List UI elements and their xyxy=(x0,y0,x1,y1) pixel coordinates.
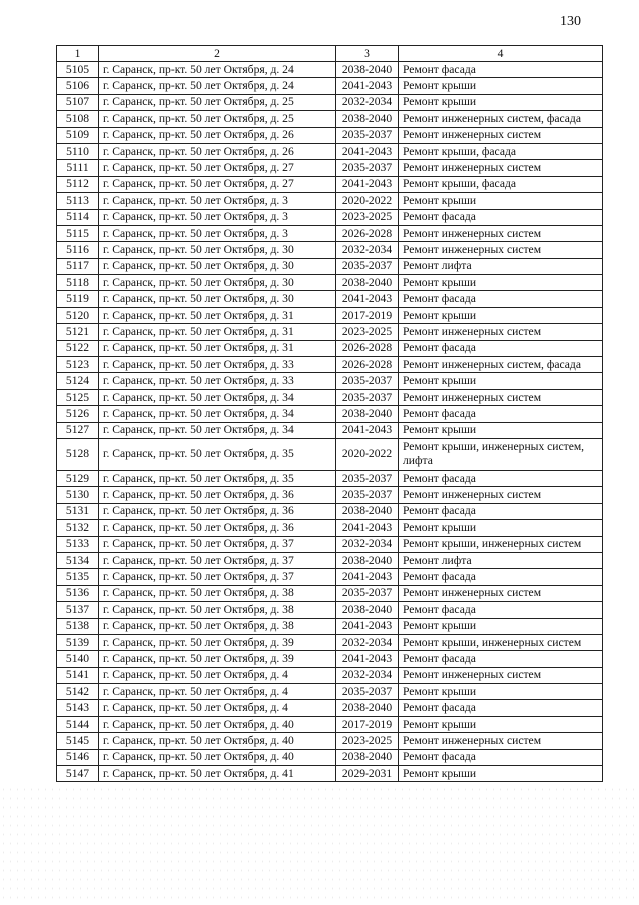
address-cell: г. Саранск, пр-кт. 50 лет Октября, д. 33 xyxy=(99,373,336,389)
row-number: 5106 xyxy=(57,78,99,94)
work-type-cell: Ремонт инженерных систем, фасада xyxy=(399,357,603,373)
period-cell: 2041-2043 xyxy=(336,569,399,585)
row-number: 5138 xyxy=(57,618,99,634)
period-cell: 2026-2028 xyxy=(336,357,399,373)
scan-noise xyxy=(0,785,639,905)
period-cell: 2035-2037 xyxy=(336,258,399,274)
table-row xyxy=(57,291,603,307)
period-cell: 2032-2034 xyxy=(336,242,399,258)
period-cell: 2026-2028 xyxy=(336,340,399,356)
address-cell: г. Саранск, пр-кт. 50 лет Октября, д. 30 xyxy=(99,275,336,291)
period-cell: 2032-2034 xyxy=(336,94,399,110)
row-number: 5122 xyxy=(57,340,99,356)
period-cell: 2017-2019 xyxy=(336,716,399,732)
work-type-cell: Ремонт крыши xyxy=(399,618,603,634)
work-type-cell: Ремонт инженерных систем xyxy=(399,733,603,749)
row-number: 5115 xyxy=(57,225,99,241)
address-cell: г. Саранск, пр-кт. 50 лет Октября, д. 31 xyxy=(99,307,336,323)
row-number: 5142 xyxy=(57,684,99,700)
row-number: 5111 xyxy=(57,160,99,176)
table-row xyxy=(57,94,603,110)
row-number: 5108 xyxy=(57,111,99,127)
work-type-cell: Ремонт фасада xyxy=(399,651,603,667)
repair-schedule-table xyxy=(56,45,603,782)
table-row xyxy=(57,324,603,340)
address-cell: г. Саранск, пр-кт. 50 лет Октября, д. 35 xyxy=(99,470,336,486)
address-cell: г. Саранск, пр-кт. 50 лет Октября, д. 34 xyxy=(99,422,336,438)
work-type-cell: Ремонт фасада xyxy=(399,406,603,422)
table-row xyxy=(57,503,603,519)
row-number: 5126 xyxy=(57,406,99,422)
period-cell: 2035-2037 xyxy=(336,487,399,503)
table-row xyxy=(57,307,603,323)
table-row xyxy=(57,618,603,634)
work-type-cell: Ремонт инженерных систем xyxy=(399,487,603,503)
period-cell: 2032-2034 xyxy=(336,634,399,650)
table-row xyxy=(57,634,603,650)
table-row xyxy=(57,143,603,159)
period-cell: 2041-2043 xyxy=(336,422,399,438)
row-number: 5110 xyxy=(57,143,99,159)
address-cell: г. Саранск, пр-кт. 50 лет Октября, д. 37 xyxy=(99,569,336,585)
work-type-cell: Ремонт фасада xyxy=(399,700,603,716)
table-row xyxy=(57,373,603,389)
period-cell: 2035-2037 xyxy=(336,160,399,176)
address-cell: г. Саранск, пр-кт. 50 лет Октября, д. 4 xyxy=(99,700,336,716)
table-row xyxy=(57,470,603,486)
address-cell: г. Саранск, пр-кт. 50 лет Октября, д. 40 xyxy=(99,749,336,765)
row-number: 5105 xyxy=(57,62,99,78)
period-cell: 2023-2025 xyxy=(336,209,399,225)
work-type-cell: Ремонт инженерных систем xyxy=(399,225,603,241)
row-number: 5143 xyxy=(57,700,99,716)
table-row xyxy=(57,275,603,291)
table-row xyxy=(57,585,603,601)
period-cell: 2041-2043 xyxy=(336,291,399,307)
address-cell: г. Саранск, пр-кт. 50 лет Октября, д. 24 xyxy=(99,62,336,78)
address-cell: г. Саранск, пр-кт. 50 лет Октября, д. 31 xyxy=(99,340,336,356)
table-row xyxy=(57,552,603,568)
row-number: 5112 xyxy=(57,176,99,192)
work-type-cell: Ремонт крыши xyxy=(399,373,603,389)
row-number: 5119 xyxy=(57,291,99,307)
header-col-3: 3 xyxy=(336,46,399,62)
table-row xyxy=(57,716,603,732)
address-cell: г. Саранск, пр-кт. 50 лет Октября, д. 26 xyxy=(99,127,336,143)
header-col-1: 1 xyxy=(57,46,99,62)
period-cell: 2038-2040 xyxy=(336,275,399,291)
table-row xyxy=(57,193,603,209)
period-cell: 2041-2043 xyxy=(336,143,399,159)
row-number: 5145 xyxy=(57,733,99,749)
address-cell: г. Саранск, пр-кт. 50 лет Октября, д. 27 xyxy=(99,176,336,192)
table-row xyxy=(57,700,603,716)
address-cell: г. Саранск, пр-кт. 50 лет Октября, д. 4 xyxy=(99,667,336,683)
row-number: 5116 xyxy=(57,242,99,258)
address-cell: г. Саранск, пр-кт. 50 лет Октября, д. 3 xyxy=(99,225,336,241)
table-row xyxy=(57,733,603,749)
work-type-cell: Ремонт инженерных систем xyxy=(399,127,603,143)
period-cell: 2038-2040 xyxy=(336,749,399,765)
period-cell: 2029-2031 xyxy=(336,766,399,782)
address-cell: г. Саранск, пр-кт. 50 лет Октября, д. 40 xyxy=(99,716,336,732)
period-cell: 2020-2022 xyxy=(336,438,399,470)
address-cell: г. Саранск, пр-кт. 50 лет Октября, д. 3 xyxy=(99,193,336,209)
address-cell: г. Саранск, пр-кт. 50 лет Октября, д. 41 xyxy=(99,766,336,782)
period-cell: 2035-2037 xyxy=(336,585,399,601)
address-cell: г. Саранск, пр-кт. 50 лет Октября, д. 4 xyxy=(99,684,336,700)
address-cell: г. Саранск, пр-кт. 50 лет Октября, д. 26 xyxy=(99,143,336,159)
work-type-cell: Ремонт инженерных систем xyxy=(399,242,603,258)
period-cell: 2035-2037 xyxy=(336,684,399,700)
address-cell: г. Саранск, пр-кт. 50 лет Октября, д. 36 xyxy=(99,503,336,519)
address-cell: г. Саранск, пр-кт. 50 лет Октября, д. 24 xyxy=(99,78,336,94)
work-type-cell: Ремонт фасада xyxy=(399,749,603,765)
work-type-cell: Ремонт крыши, фасада xyxy=(399,143,603,159)
period-cell: 2035-2037 xyxy=(336,127,399,143)
row-number: 5125 xyxy=(57,389,99,405)
address-cell: г. Саранск, пр-кт. 50 лет Октября, д. 39 xyxy=(99,634,336,650)
period-cell: 2041-2043 xyxy=(336,78,399,94)
address-cell: г. Саранск, пр-кт. 50 лет Октября, д. 36 xyxy=(99,487,336,503)
table-row xyxy=(57,258,603,274)
row-number: 5107 xyxy=(57,94,99,110)
period-cell: 2020-2022 xyxy=(336,193,399,209)
work-type-cell: Ремонт крыши xyxy=(399,422,603,438)
period-cell: 2038-2040 xyxy=(336,406,399,422)
address-cell: г. Саранск, пр-кт. 50 лет Октября, д. 27 xyxy=(99,160,336,176)
address-cell: г. Саранск, пр-кт. 50 лет Октября, д. 30 xyxy=(99,291,336,307)
table-row xyxy=(57,667,603,683)
table-row xyxy=(57,651,603,667)
row-number: 5120 xyxy=(57,307,99,323)
address-cell: г. Саранск, пр-кт. 50 лет Октября, д. 33 xyxy=(99,357,336,373)
row-number: 5136 xyxy=(57,585,99,601)
address-cell: г. Саранск, пр-кт. 50 лет Октября, д. 37 xyxy=(99,536,336,552)
table-row xyxy=(57,62,603,78)
address-cell: г. Саранск, пр-кт. 50 лет Октября, д. 34 xyxy=(99,406,336,422)
work-type-cell: Ремонт лифта xyxy=(399,258,603,274)
row-number: 5117 xyxy=(57,258,99,274)
period-cell: 2017-2019 xyxy=(336,307,399,323)
address-cell: г. Саранск, пр-кт. 50 лет Октября, д. 38 xyxy=(99,602,336,618)
table-body xyxy=(57,62,603,782)
work-type-cell: Ремонт фасада xyxy=(399,291,603,307)
row-number: 5121 xyxy=(57,324,99,340)
work-type-cell: Ремонт фасада xyxy=(399,470,603,486)
table-row xyxy=(57,225,603,241)
row-number: 5129 xyxy=(57,470,99,486)
period-cell: 2032-2034 xyxy=(336,536,399,552)
table-header-row xyxy=(57,46,603,62)
table-row xyxy=(57,536,603,552)
row-number: 5128 xyxy=(57,438,99,470)
period-cell: 2026-2028 xyxy=(336,225,399,241)
period-cell: 2032-2034 xyxy=(336,667,399,683)
work-type-cell: Ремонт крыши, фасада xyxy=(399,176,603,192)
table-row xyxy=(57,340,603,356)
period-cell: 2038-2040 xyxy=(336,503,399,519)
row-number: 5133 xyxy=(57,536,99,552)
work-type-cell: Ремонт фасада xyxy=(399,62,603,78)
row-number: 5132 xyxy=(57,520,99,536)
work-type-cell: Ремонт инженерных систем xyxy=(399,389,603,405)
row-number: 5109 xyxy=(57,127,99,143)
table-row xyxy=(57,684,603,700)
work-type-cell: Ремонт крыши, инженерных систем xyxy=(399,634,603,650)
work-type-cell: Ремонт фасада xyxy=(399,209,603,225)
row-number: 5141 xyxy=(57,667,99,683)
work-type-cell: Ремонт крыши xyxy=(399,520,603,536)
row-number: 5113 xyxy=(57,193,99,209)
row-number: 5140 xyxy=(57,651,99,667)
work-type-cell: Ремонт крыши xyxy=(399,684,603,700)
row-number: 5146 xyxy=(57,749,99,765)
period-cell: 2035-2037 xyxy=(336,373,399,389)
work-type-cell: Ремонт крыши xyxy=(399,193,603,209)
work-type-cell: Ремонт фасада xyxy=(399,340,603,356)
table-row xyxy=(57,406,603,422)
address-cell: г. Саранск, пр-кт. 50 лет Октября, д. 40 xyxy=(99,733,336,749)
period-cell: 2041-2043 xyxy=(336,618,399,634)
page-number: 130 xyxy=(560,14,581,29)
table-row xyxy=(57,78,603,94)
period-cell: 2023-2025 xyxy=(336,324,399,340)
address-cell: г. Саранск, пр-кт. 50 лет Октября, д. 37 xyxy=(99,552,336,568)
header-col-4: 4 xyxy=(399,46,603,62)
period-cell: 2035-2037 xyxy=(336,389,399,405)
work-type-cell: Ремонт инженерных систем, фасада xyxy=(399,111,603,127)
table-row xyxy=(57,176,603,192)
work-type-cell: Ремонт крыши, инженерных систем, лифта xyxy=(399,438,603,470)
work-type-cell: Ремонт крыши xyxy=(399,78,603,94)
address-cell: г. Саранск, пр-кт. 50 лет Октября, д. 38 xyxy=(99,618,336,634)
table-row xyxy=(57,602,603,618)
table-row xyxy=(57,357,603,373)
address-cell: г. Саранск, пр-кт. 50 лет Октября, д. 34 xyxy=(99,389,336,405)
row-number: 5131 xyxy=(57,503,99,519)
work-type-cell: Ремонт крыши, инженерных систем xyxy=(399,536,603,552)
work-type-cell: Ремонт лифта xyxy=(399,552,603,568)
work-type-cell: Ремонт фасада xyxy=(399,503,603,519)
row-number: 5139 xyxy=(57,634,99,650)
table-row xyxy=(57,520,603,536)
address-cell: г. Саранск, пр-кт. 50 лет Октября, д. 35 xyxy=(99,438,336,470)
work-type-cell: Ремонт крыши xyxy=(399,766,603,782)
table-row xyxy=(57,569,603,585)
work-type-cell: Ремонт инженерных систем xyxy=(399,667,603,683)
table-row xyxy=(57,111,603,127)
table-row xyxy=(57,242,603,258)
work-type-cell: Ремонт крыши xyxy=(399,275,603,291)
work-type-cell: Ремонт инженерных систем xyxy=(399,160,603,176)
address-cell: г. Саранск, пр-кт. 50 лет Октября, д. 3 xyxy=(99,209,336,225)
address-cell: г. Саранск, пр-кт. 50 лет Октября, д. 25 xyxy=(99,94,336,110)
period-cell: 2023-2025 xyxy=(336,733,399,749)
row-number: 5135 xyxy=(57,569,99,585)
period-cell: 2038-2040 xyxy=(336,552,399,568)
table-row xyxy=(57,749,603,765)
row-number: 5134 xyxy=(57,552,99,568)
address-cell: г. Саранск, пр-кт. 50 лет Октября, д. 39 xyxy=(99,651,336,667)
row-number: 5114 xyxy=(57,209,99,225)
row-number: 5144 xyxy=(57,716,99,732)
work-type-cell: Ремонт инженерных систем xyxy=(399,324,603,340)
address-cell: г. Саранск, пр-кт. 50 лет Октября, д. 38 xyxy=(99,585,336,601)
period-cell: 2038-2040 xyxy=(336,700,399,716)
period-cell: 2041-2043 xyxy=(336,651,399,667)
period-cell: 2038-2040 xyxy=(336,62,399,78)
address-cell: г. Саранск, пр-кт. 50 лет Октября, д. 30 xyxy=(99,258,336,274)
address-cell: г. Саранск, пр-кт. 50 лет Октября, д. 36 xyxy=(99,520,336,536)
table-row xyxy=(57,389,603,405)
row-number: 5123 xyxy=(57,357,99,373)
row-number: 5118 xyxy=(57,275,99,291)
work-type-cell: Ремонт крыши xyxy=(399,716,603,732)
period-cell: 2038-2040 xyxy=(336,111,399,127)
table-row xyxy=(57,209,603,225)
table-row xyxy=(57,127,603,143)
address-cell: г. Саранск, пр-кт. 50 лет Октября, д. 31 xyxy=(99,324,336,340)
work-type-cell: Ремонт крыши xyxy=(399,307,603,323)
table-row xyxy=(57,487,603,503)
work-type-cell: Ремонт инженерных систем xyxy=(399,585,603,601)
period-cell: 2041-2043 xyxy=(336,520,399,536)
address-cell: г. Саранск, пр-кт. 50 лет Октября, д. 25 xyxy=(99,111,336,127)
header-col-2: 2 xyxy=(99,46,336,62)
row-number: 5124 xyxy=(57,373,99,389)
row-number: 5127 xyxy=(57,422,99,438)
work-type-cell: Ремонт фасада xyxy=(399,602,603,618)
table-row xyxy=(57,422,603,438)
row-number: 5137 xyxy=(57,602,99,618)
work-type-cell: Ремонт фасада xyxy=(399,569,603,585)
period-cell: 2038-2040 xyxy=(336,602,399,618)
period-cell: 2041-2043 xyxy=(336,176,399,192)
table-row xyxy=(57,160,603,176)
table-row xyxy=(57,438,603,470)
row-number: 5130 xyxy=(57,487,99,503)
address-cell: г. Саранск, пр-кт. 50 лет Октября, д. 30 xyxy=(99,242,336,258)
work-type-cell: Ремонт крыши xyxy=(399,94,603,110)
table-row xyxy=(57,766,603,782)
row-number: 5147 xyxy=(57,766,99,782)
period-cell: 2035-2037 xyxy=(336,470,399,486)
